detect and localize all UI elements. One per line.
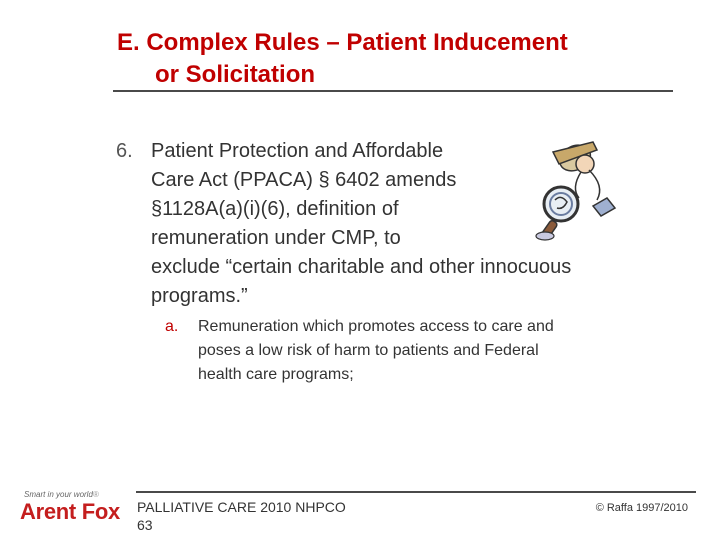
- footer-left: [137, 498, 346, 534]
- sub-list-item-line: health care programs;: [198, 366, 354, 383]
- list-item-line: Care Act (PPACA) § 6402 amends: [151, 169, 457, 191]
- footer-copyright: © Raffa 1997/2010: [595, 502, 688, 514]
- list-item-line: §1128A(a)(i)(6), definition of: [151, 198, 399, 220]
- list-item-number: 6.: [116, 140, 133, 162]
- title-line-1: E. Complex Rules – Patient Inducement: [117, 29, 568, 56]
- arent-fox-logo: [18, 488, 128, 528]
- title-line-2: or Solicitation: [155, 61, 316, 88]
- sub-list-item-line: poses a low risk of harm to patients and Federal: [198, 342, 539, 359]
- list-item-line: remuneration under CMP, to: [151, 227, 401, 249]
- footer-event: PALLIATIVE CARE 2010 NHPCO: [137, 499, 346, 515]
- sub-list-item-line: Remuneration which promotes access to care and: [198, 318, 554, 335]
- title-divider: [113, 90, 673, 92]
- list-item-line: exclude “certain charitable and other innocuous: [151, 256, 572, 278]
- slide-title: [117, 27, 677, 91]
- logo-tagline: [24, 490, 99, 499]
- logo-name: Arent Fox: [20, 499, 120, 524]
- sub-list-item-text: [165, 315, 645, 387]
- list-item-line: programs.”: [151, 285, 248, 307]
- logo-registered-mark: ®: [92, 490, 99, 499]
- detective-magnifying-glass-icon: [523, 134, 623, 244]
- sub-list-item-a: [165, 315, 645, 387]
- slide-number: 63: [137, 517, 153, 533]
- footer-divider: [136, 491, 696, 493]
- sub-list-item-letter: a.: [165, 318, 179, 335]
- logo-tagline-text: Smart in your world: [24, 490, 93, 499]
- list-item-line: Patient Protection and Affordable: [151, 140, 444, 162]
